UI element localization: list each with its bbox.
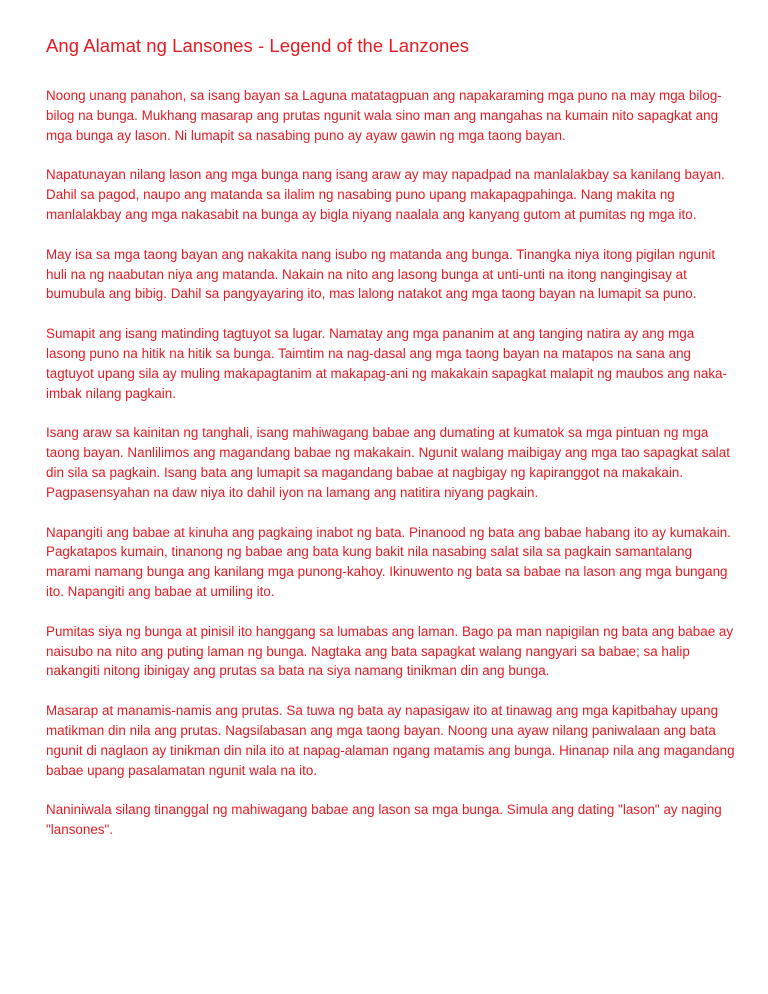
paragraph-7: Pumitas siya ng bunga at pinisil ito hanggang sa lumabas ang laman. Bago pa man napigilan ng bata ang babae ay naisubo na nito ang puting laman ng bunga. Nagtaka ang bata sapagkat walang nangyari sa babae; sa halip nakangiti nitong ibinigay ang prutas sa bata na siya namang tinikman din ang bunga. [46,623,734,679]
paragraph-5: Isang araw sa kainitan ng tanghali, isang mahiwagang babae ang dumating at kumatok sa mga pintuan ng mga taong bayan. Nanlilimos ang magandang babae ng makakain. Ngunit walang maibigay ang mga tao sapagkat salat din sila sa pagkain. Isang bata ang lumapit sa magandang babae at nagbigay ng kapiranggot na makakain. Pagpasensyahan na daw niya ito dahil iyon na lamang ang natitira niyang pagkain. [46,425,731,500]
paragraph-4: Sumapit ang isang matinding tagtuyot sa lugar. Namatay ang mga pananim at ang tanging natira ay ang mga lasong puno na hitik na hitik sa bunga. Taimtim na nag-dasal ang mga taong bayan na matapos na sana ang tagtuyot upang sila ay muling makapagtanim at makapag-ani ng makakain sapagkat malapit ng maubos ang naka-imbak nilang pagkain. [46,326,727,401]
document-page [46,34,736,860]
document-title: Ang Alamat ng Lansones - Legend of the Lanzones [46,35,470,56]
paragraph-3: May isa sa mga taong bayan ang nakakita nang isubo ng matanda ang bunga. Tinangka niya itong pigilan ngunit huli na ng naabutan niya ang matanda. Nakain na nito ang lasong bunga at unti-unti na itong nangingisay at bumubula ang bibig. Dahil sa pangyayaring ito, mas lalong natakot ang mga taong bayan na lumapit sa puno. [46,246,716,302]
paragraph-1: Noong unang panahon, sa isang bayan sa Laguna matatagpuan ang napakaraming mga puno na may mga bilog-bilog na bunga. Mukhang masarap ang prutas ngunit wala sino man ang mangahas na kumain nito sapagkat ang mga bunga ay lason. Ni lumapit sa nasabing puno ay ayaw gawin ng mga taong bayan. [46,88,722,143]
paragraph-8: Masarap at manamis-namis ang prutas. Sa tuwa ng bata ay napasigaw ito at tinawag ang mga kapitbahay upang matikman din nila ang prutas. Nagsilabasan ang mga taong bayan. Noong una ayaw nilang paniwalaan ang bata ngunit di naglaon ay tinikman din nila ito at napag-alaman ngang matamis ang bunga. Hinanap nila ang magandang babae upang pasalamatan ngunit wala na ito. [46,703,735,778]
paragraph-2: Napatunayan nilang lason ang mga bunga nang isang araw ay may napadpad na manlalakbay sa kanilang bayan. Dahil sa pagod, naupo ang matanda sa ilalim ng nasabing puno upang makapagpahinga. Nang makita ng manlalakbay ang mga nakasabit na bunga ay bigla niyang naalala ang kanyang gutom at pumitas ng mga ito. [46,167,725,222]
paragraph-9: Naniniwala silang tinanggal ng mahiwagang babae ang lason sa mga bunga. Simula ang dating "lason" ay naging "lansones". [46,802,722,838]
paragraph-6: Napangiti ang babae at kinuha ang pagkaing inabot ng bata. Pinanood ng bata ang babae habang ito ay kumakain. Pagkatapos kumain, tinanong ng babae ang bata kung bakit nila nasabing salat sila sa pagkain samantalang marami namang bunga ang kanilang mga punong-kahoy. Ikinuwento ng bata sa babae na lason ang mga bungang ito. Napangiti ang babae at umiling ito. [46,524,731,599]
